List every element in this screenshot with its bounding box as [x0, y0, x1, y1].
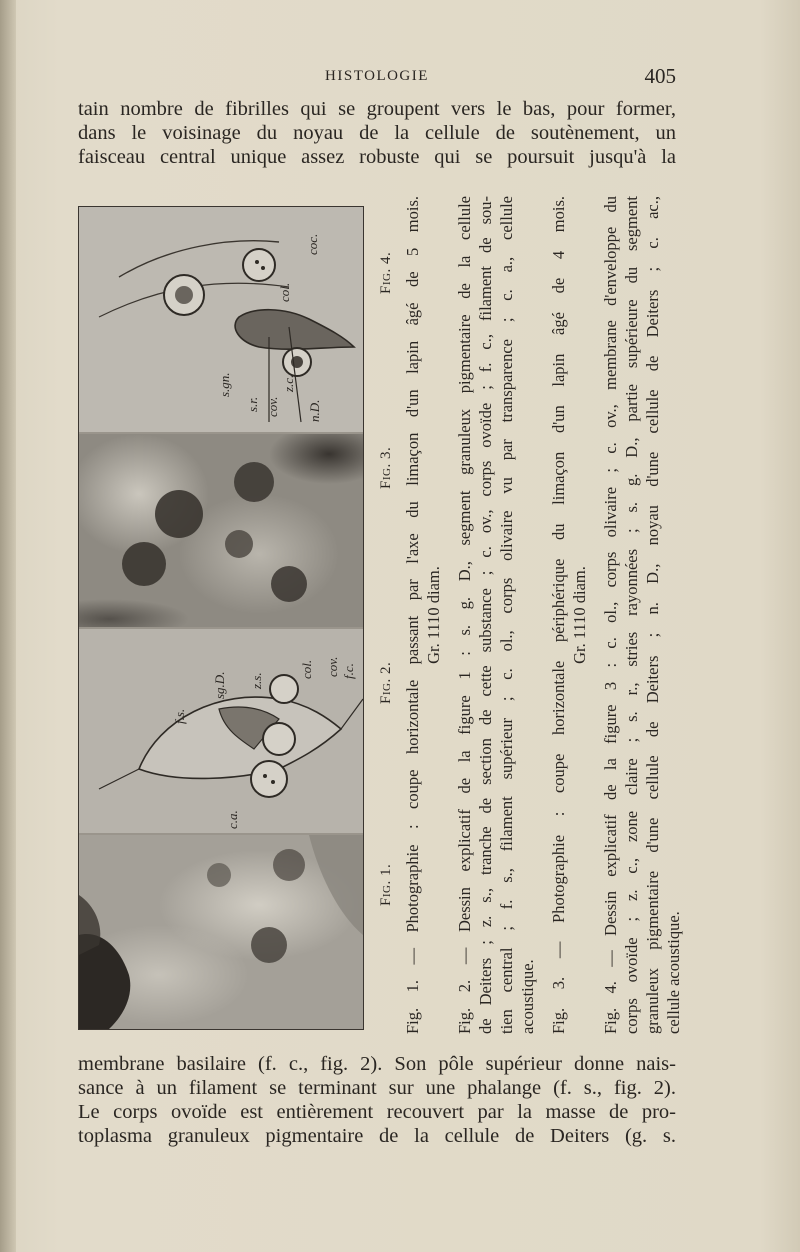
text-line: faisceau central unique assez robuste qui se poursuit jusqu'à la [78, 146, 676, 168]
running-head [78, 64, 676, 90]
caption-fig3 [548, 196, 590, 1034]
running-head-title: HISTOLOGIE [325, 68, 429, 84]
caption-line: Gr. 1110 diam. [570, 566, 589, 664]
fig2-drawing-panel [79, 629, 363, 833]
fig2-annotation: c.a. [225, 810, 240, 829]
fig4-annotation: coc. [305, 233, 320, 255]
fig4-annotation: n.D. [307, 399, 322, 422]
fig2-annotation: f.c. [341, 663, 356, 679]
caption-line: Fig. 2. — Dessin explicatif de la figure 1 : s. g. D., segment granuleux pigmentaire de la cellule [455, 196, 474, 1034]
fig4-annotation: cov. [265, 396, 280, 417]
fig2-annotation: z.s. [249, 672, 264, 689]
caption-line: Fig. 3. — Photographie : coupe horizontale périphérique du limaçon d'un lapin âgé de 4 mois. [549, 196, 568, 1034]
caption-line: granuleux pigmentaire d'une cellule de Deiters ; n. D., noyau d'une cellule de Deiters ; c. ac., [643, 196, 662, 1034]
fig2-annotation: cov. [325, 656, 340, 677]
caption-line: cellule acoustique. [664, 911, 683, 1034]
fig4-annotation: z.c. [281, 374, 296, 392]
figure-panel-labels [372, 196, 402, 1034]
caption-fig1 [402, 196, 444, 1034]
panel-label: Fig. 2. [378, 661, 394, 704]
page-number: 405 [644, 64, 676, 88]
caption-line: Gr. 1110 diam. [424, 566, 443, 664]
panel-label: Fig. 1. [378, 863, 394, 906]
text-line: sance à un filament se terminant sur une phalange (f. s., fig. 2). [78, 1077, 676, 1099]
fig2-annotation: sg.D. [212, 671, 227, 699]
caption-line: Fig. 1. — Photographie : coupe horizontale passant par l'axe du limaçon d'un lapin âgé de 5 mois. [403, 196, 422, 1034]
caption-fig2 [454, 196, 538, 1034]
body-paragraph-top [78, 97, 676, 169]
fig2-annotation: col. [299, 659, 314, 679]
caption-line: tien central ; f. s., filament supérieur ; c. ol., corps olivaire vu par transparence ; c. a., cellule [497, 196, 516, 1034]
text-line: toplasma granuleux pigmentaire de la cellule de Deiters (g. s. [78, 1125, 676, 1147]
fig1-photograph-panel [79, 835, 363, 1029]
panel-label: Fig. 4. [378, 251, 394, 294]
page-spine-shadow [0, 0, 16, 1252]
caption-line: corps ovoïde ; z. c., zone claire ; s. r., stries rayonnées ; s. g. D., partie supérieure du segment [622, 196, 641, 1034]
fig4-annotation: s.r. [245, 396, 260, 412]
fig4-drawing-panel [79, 207, 363, 432]
panel-label: Fig. 3. [378, 446, 394, 489]
text-line: Le corps ovoïde est entièrement recouvert par la masse de pro- [78, 1101, 676, 1123]
fig2-annotation: f.s. [172, 708, 187, 724]
body-paragraph-bottom [78, 1052, 676, 1148]
caption-line: de Deiters ; z. s., tranche de section de cette substance ; c. ov., corps ovoïde ; f. c., filament de sou- [476, 196, 495, 1034]
caption-fig4 [600, 196, 684, 1034]
fig4-annotation: col. [277, 282, 292, 302]
caption-line: acoustique. [518, 959, 537, 1034]
text-line: dans le voisinage du noyau de la cellule de soutènement, un [78, 122, 676, 144]
figure-captions [372, 196, 683, 1034]
fig4-annotation: s.gn. [217, 372, 232, 397]
text-line: tain nombre de fibrilles qui se groupent vers le bas, pour former, [78, 98, 676, 120]
fig3-photograph-panel [79, 434, 363, 627]
figure-plate [78, 206, 364, 1030]
text-line: membrane basilaire (f. c., fig. 2). Son pôle supérieur donne nais- [78, 1053, 676, 1075]
caption-line: Fig. 4. — Dessin explicatif de la figure 3 : c. ol., corps olivaire ; c. ov., membrane d'enveloppe du [601, 196, 620, 1034]
